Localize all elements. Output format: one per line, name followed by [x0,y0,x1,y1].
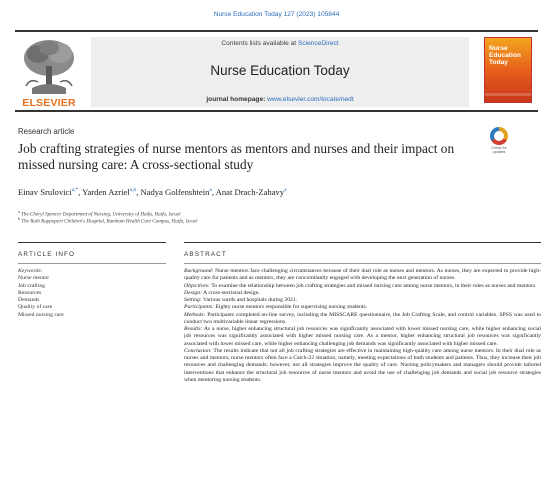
section-label: Participants: [184,304,215,311]
section-text: Nurse mentors face challenging circumstances because of their dual role as nurses and mentors. As nurses, they are expected to provide high-quality care for patients and as mentors, they are concomitantly engaged with developing the next generation of nurses. [184,268,541,282]
section-label: Background: [184,268,214,274]
author-separator: , [136,187,141,197]
cover-band [485,93,532,96]
affiliation-b [18,216,198,225]
article-info-rule [18,242,166,243]
author-affiliation-mark[interactable]: a,* [71,187,79,194]
author-affiliation-mark[interactable]: a,b [129,187,137,194]
section-label: Design: [184,289,203,296]
homepage-line [91,96,469,103]
author-separator: , [211,187,216,197]
elsevier-logo[interactable] [18,36,80,108]
section-text: Eighty nurse mentors responsible for supervising nursing students. [214,304,368,311]
cover-line: Education [489,52,521,60]
author-separator: , [78,187,83,197]
header-top-rule [15,30,538,32]
abstract-body [184,268,541,384]
affiliation-text: The Ruth Rappaport Children's Hospital, Rambam Health Care Campus, Haifa, Israel [21,218,198,225]
section-label: Setting: [184,297,202,303]
keywords-label: Keywords: [18,268,43,274]
abstract-participants [184,304,541,311]
abstract-results [184,326,541,348]
check-updates-icon [490,127,508,145]
abstract-background [184,268,541,283]
keywords-block [18,268,168,319]
abstract-methods [184,312,541,327]
cover-title [489,45,531,67]
abstract-rule [184,242,541,243]
check-for-updates-button[interactable] [487,127,511,160]
publisher-name: ELSEVIER [22,97,76,109]
check-updates-line: Check for [491,146,507,150]
author-name[interactable]: Nadya Golfenshtein [140,187,210,197]
keyword-item[interactable]: Job crafting [18,282,46,289]
abstract-objectives [184,283,541,290]
affiliation-text: The Cheryl Spencer Department of Nursing, University of Haifa, Haifa, Israel [21,211,181,218]
author-list [18,187,287,197]
journal-cover[interactable] [484,37,532,103]
section-text: Participants completed on-line survey, including the MISSCARE questionnaire, the Job Crafting Scale, and control variables. SPSS was used to conduct two multivariable linear regressions. [184,311,541,325]
section-label: Objectives: [184,282,210,289]
section-text: To examine the relationship between job crafting strategies and missed nursing care among nurse mentors, in their roles as nurses and mentors. [209,282,537,289]
journal-title: Nurse Education Today [210,63,350,78]
elsevier-tree-icon [18,36,80,96]
section-text: A cross-sectional design. [202,289,260,296]
article-title: Job crafting strategies of nurse mentors as mentors and nurses and their impact on missed nursing care: A cross-sectional study [18,141,455,172]
homepage-link[interactable]: www.elsevier.com/locate/nedt [267,96,354,103]
journal-header-box [91,37,469,107]
author-name[interactable]: Einav Srulovici [18,187,72,197]
homepage-label: journal homepage: [206,96,266,103]
abstract-design [184,290,541,297]
section-label: Results: [184,326,203,332]
affiliation-mark: b [18,216,20,221]
contents-prefix: Contents lists available at [221,40,298,47]
section-text: As a nurse, higher enhancing structural job resources was significantly associated with lower missed nursing care, while higher enhancing social job resources was significantly associated with higher missed nursing care. As a mentor, higher enhancing structural job resources was significantly associated with lower missed care, while higher enhancing challenging job demands was significantly associated with higher missed care. [184,326,541,347]
section-label: Conclusion: [184,347,212,354]
section-label: Methods: [184,311,206,318]
contents-line [91,40,469,47]
article-info-subrule [18,263,166,264]
check-updates-label [487,146,511,154]
keyword-item[interactable]: Quality of care [18,304,53,311]
keyword-item[interactable]: Missed nursing care [18,311,64,318]
affiliation-mark: a [18,209,20,214]
cover-line: Today [489,59,508,67]
author-name[interactable]: Anat Drach-Zahavy [215,187,285,197]
cover-line: Nurse [489,45,508,52]
keyword-item[interactable]: Nurse mentor [18,275,50,282]
sciencedirect-link[interactable]: ScienceDirect [297,40,339,47]
keyword-item[interactable]: Demands [18,297,40,304]
author-affiliation-mark[interactable]: a [284,187,287,194]
article-info-heading: ARTICLE INFO [18,251,76,258]
header-bottom-rule [15,110,538,112]
section-text: Various wards and hospitals during 2021. [201,297,298,303]
journal-citation[interactable]: Nurse Education Today 127 (2023) 105844 [213,11,340,18]
abstract-heading: ABSTRACT [184,251,227,258]
author-name[interactable]: Yarden Azriel [82,187,130,197]
author-affiliation-mark[interactable]: a [209,187,212,194]
check-updates-line: updates [492,150,506,154]
article-type: Research article [18,127,75,136]
section-text: The results indicate that not all job crafting strategies are effective in maintaining high-quality care among nurse mentors. In their dual role as nurses and mentors, nurse mentors often face a Catch-22 situation, namely, meeting expectations of both students and patients. Thus, they increase their job resources and challenging demands; however, not all strategies improve the quality of care. Nursing policymakers and managers should provide tailored interventions that enhance the structural job resources of nurse mentors and avoid the use of challenging job demands and social job resource strategies when mentoring nursing students. [184,347,541,383]
keyword-item[interactable]: Resources [18,289,42,296]
abstract-subrule [184,263,541,264]
abstract-conclusion [184,348,541,384]
